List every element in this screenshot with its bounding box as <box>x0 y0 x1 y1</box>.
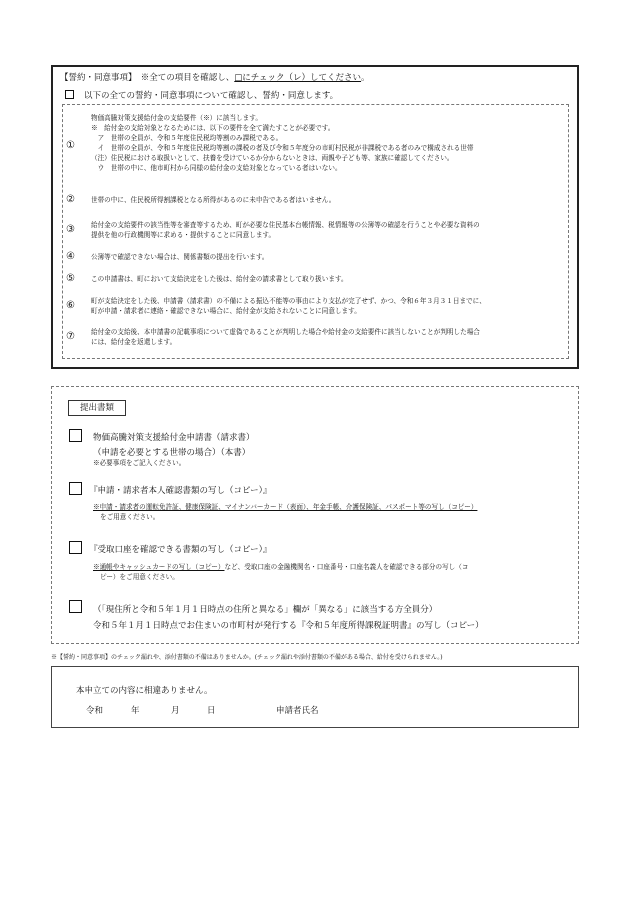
doc-3-note-underlined: ※通帳やキャッシュカードの写し（コピー） <box>93 563 225 571</box>
item-number: ② <box>66 194 75 205</box>
pledge-agree-checkbox[interactable] <box>65 90 74 99</box>
item-number: ④ <box>66 251 75 262</box>
doc-4-checkbox[interactable] <box>69 600 82 613</box>
item-line: 町が申請・請求者に連絡・確認できない場合に、給付金が支給されないことに同意します。 <box>91 307 361 315</box>
item-number: ③ <box>66 224 75 235</box>
pledge-agree-row <box>65 89 338 101</box>
item-line: イ 世帯の全員が、令和５年度住民税均等割の課税の者及び令和５年度分の市町村民税が非課税である者のみで構成される世帯 <box>91 144 474 152</box>
item-text <box>91 252 560 262</box>
item-number: ⑥ <box>66 300 75 311</box>
item-line: 公簿等で確認できない場合は、関係書類の提出を行います。 <box>91 253 269 261</box>
doc-2-checkbox[interactable] <box>69 482 82 495</box>
doc-1-subtitle: （申請を必要とする世帯の場合）（本書） <box>93 448 251 458</box>
pledge-header-text: 【誓約・同意事項】 ※全ての項目を確認し、 <box>60 73 235 83</box>
doc-2-note-cont: をご用意ください。 <box>100 513 160 521</box>
footnote: ※【誓約・同意事項】のチェック漏れや、添付書類の不備はありませんか。(チェック漏れや添付書類の不備がある場合、給付を受けられません。) <box>51 654 443 661</box>
date-month[interactable]: 月 <box>171 706 180 716</box>
doc-2-note: ※申請・請求者の運転免許証、健康保険証、マイナンバーカード（表面）、年金手帳、介護保険証、パスポート等の写し（コピー） <box>93 503 478 511</box>
doc-4-subtitle: 令和５年１月１日時点でお住まいの市町村が発行する『令和５年度所得課税証明書』の写し（コピー） <box>93 621 484 631</box>
item-line: には、給付金を返還します。 <box>91 338 177 346</box>
item-line: この申請書は、町において支給決定をした後は、給付金の請求書として取り扱います。 <box>91 275 348 283</box>
pledge-header <box>60 71 370 83</box>
item-line: 給付金の支給後、本申請書の記載事項について虚偽であることが判明した場合や給付金の支給要件に該当しないことが判明した場合 <box>91 328 480 336</box>
item-text <box>91 220 560 240</box>
item-line: 給付金の支給要件の該当性等を審査等するため、町が必要な住民基本台帳情報、税情報等の公簿等の確認を行うことや必要な資料の <box>91 221 480 229</box>
item-text <box>91 274 560 284</box>
item-line: （注）住民税における取扱いとして、扶養を受けているか分からないときは、両親や子ども等、家族に確認してください。 <box>91 154 454 162</box>
item-line: 提供を他の行政機関等に求める・提供することに同意します。 <box>91 231 276 239</box>
doc-3-note-cont: ピー）をご用意ください。 <box>100 573 179 581</box>
item-number: ⑤ <box>66 273 75 284</box>
doc-3-title: 『受取口座を確認できる書類の写し（コピー）』 <box>89 545 272 555</box>
doc-1-note: ※必要事項をご記入ください。 <box>93 459 186 467</box>
doc-2-title: 『申請・請求者本人確認書類の写し（コピー）』 <box>89 486 272 496</box>
item-line: 世帯の中に、住民税所得割課税となる所得があるのに未申告である者はいません。 <box>91 196 336 204</box>
documents-title: 提出書類 <box>68 400 126 416</box>
confirmation-text: 本申立ての内容に相違ありません。 <box>76 686 213 696</box>
item-number: ① <box>66 140 75 151</box>
doc-1-title: 物価高騰対策支援給付金申請書（請求書） <box>93 433 255 443</box>
item-line: 町が支給決定をした後、申請書（請求書）の不備による振込不能等の事由により支払が完了せず、かつ、令和６年３月３１日までに、 <box>91 297 486 305</box>
item-line: ※ 給付金の支給対象となるためには、以下の要件を全て満たすことが必要です。 <box>91 124 335 132</box>
item-number: ⑦ <box>66 331 75 342</box>
doc-3-checkbox[interactable] <box>69 541 82 554</box>
date-year[interactable]: 年 <box>131 706 140 716</box>
item-text <box>91 195 560 205</box>
item-text <box>91 296 560 316</box>
doc-4-title: （「現住所と令和５年１月１日時点の住所と異なる」欄が「異なる」に該当する方全員分） <box>93 605 438 615</box>
pledge-items-box <box>62 104 569 359</box>
applicant-name-label: 申請者氏名 <box>276 706 319 716</box>
doc-3-note <box>93 562 468 572</box>
date-day[interactable]: 日 <box>207 706 216 716</box>
item-text <box>91 327 560 347</box>
item-line: 物価高騰対策支援給付金の支給要件（※）に該当します。 <box>91 114 262 122</box>
pledge-agree-label: 以下の全ての誓約・同意事項について確認し、誓約・同意します。 <box>84 91 339 101</box>
item-line: ア 世帯の全員が、令和５年度住民税均等割のみ課税である。 <box>91 134 283 142</box>
confirmation-box <box>51 666 579 728</box>
pledge-header-end: 。 <box>361 73 370 83</box>
item-line: ウ 世帯の中に、他市町村から同様の給付金の支給対象となっている者はいない。 <box>91 164 342 172</box>
doc-3-note-rest: など、受取口座の金融機関名・口座番号・口座名義人を確認できる部分の写し（コ <box>224 563 469 571</box>
item-text <box>91 113 560 173</box>
date-era: 令和 <box>86 706 104 716</box>
pledge-header-instruction: □にチェック（レ）してください <box>234 73 362 83</box>
doc-1-checkbox[interactable] <box>69 429 82 442</box>
